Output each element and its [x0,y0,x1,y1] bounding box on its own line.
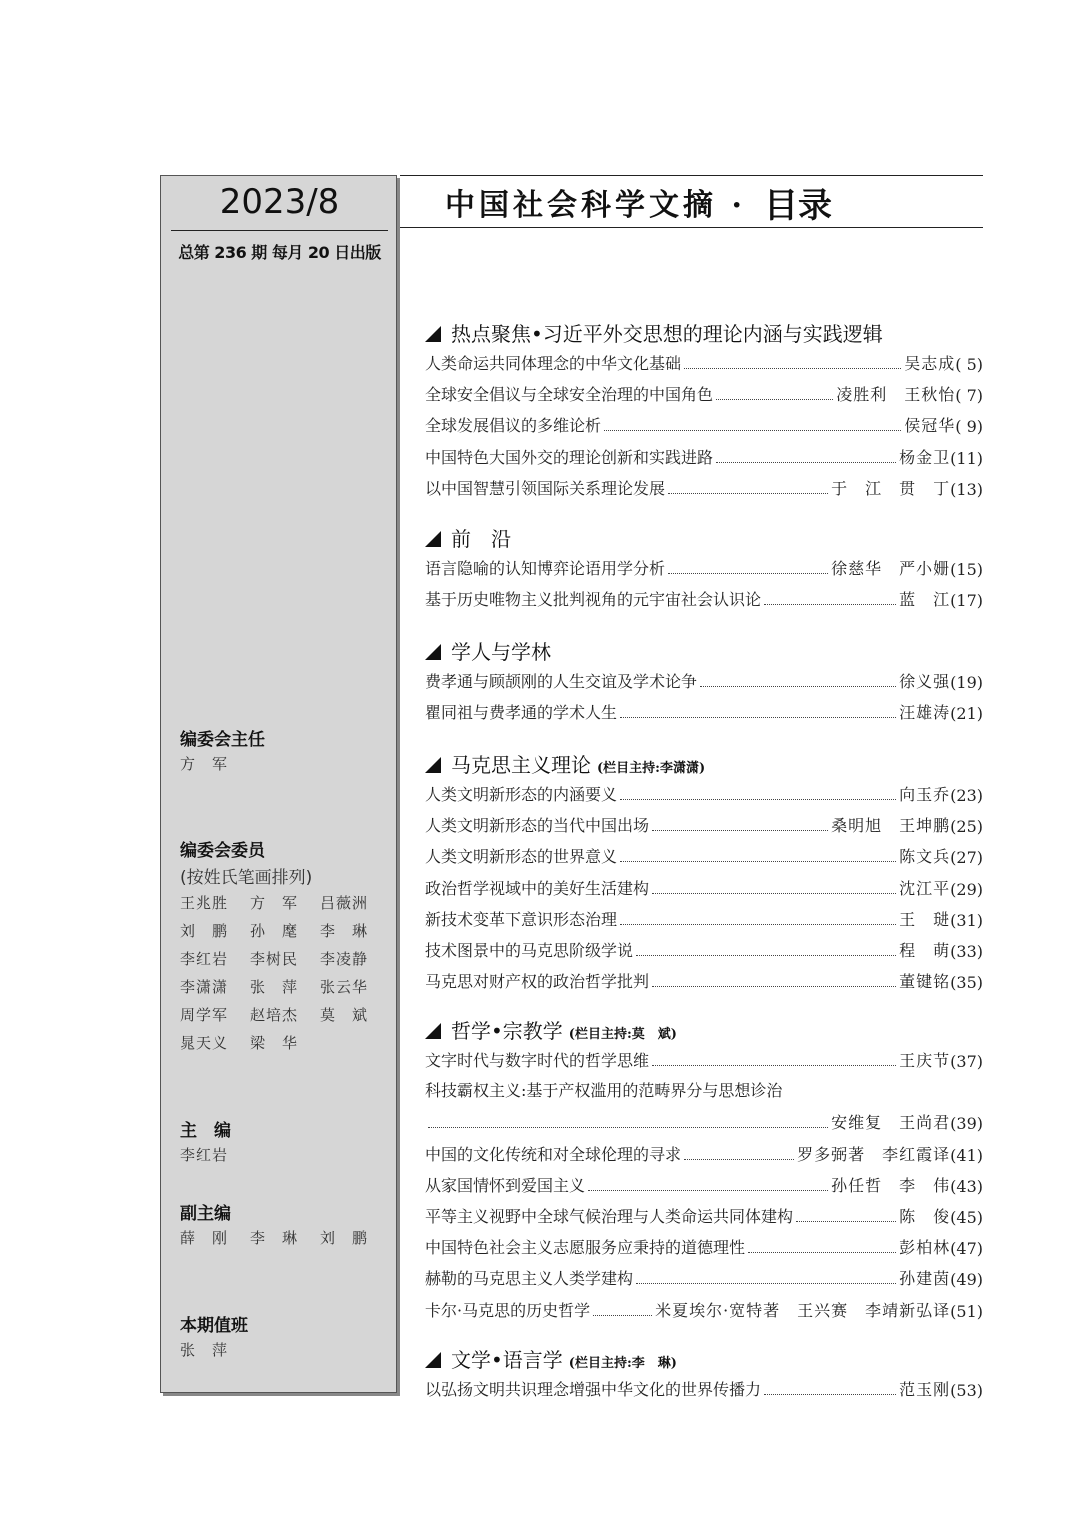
section-title [425,1015,677,1044]
member-name: 赵培杰 [250,1005,299,1024]
toc-entry [425,586,983,610]
article-authors: 吴志成 [904,354,956,373]
toc-entry [425,1376,983,1400]
dot-leader [636,1283,896,1284]
toc-entry [425,843,983,867]
toc-entry [425,1203,983,1227]
article-title: 以弘扬文明共识理念增强中华文化的世界传播力 [425,1380,762,1399]
page-number: (19) [950,673,983,692]
dot-leader [668,493,828,494]
editor-value: 李红岩 [180,1145,229,1164]
dot-leader [796,1221,896,1222]
dot-leader [652,893,896,894]
section-title-text: 学人与学林 [451,640,551,664]
toc-entry [425,668,983,692]
article-authors: 董键铭 [899,972,951,992]
section-title [425,318,883,347]
page-number: (23) [950,786,983,805]
deputy-name: 刘 鹏 [320,1228,369,1247]
contents-heading: 目录 [764,186,832,226]
issue-divider [171,230,388,231]
page-number: (49) [950,1270,983,1290]
journal-title: 中国社会科学文摘 · [445,188,746,223]
duty-value: 张 萍 [180,1340,229,1359]
page-number: (31) [950,910,983,930]
dot-leader [620,924,896,925]
page-number: (39) [950,1114,983,1134]
member-name: 孙 麾 [250,921,299,940]
members-label: 编委会委员 [180,841,265,861]
member-name: 晁天义 [180,1033,229,1052]
article-authors: 范玉刚 [899,1380,951,1399]
member-name: 李凌静 [320,949,369,968]
page-number: (35) [950,973,983,993]
page-number: (15) [950,560,983,579]
article-authors: 王庆节 [899,1051,951,1070]
toc-entry [425,412,983,436]
chair-value: 方 军 [180,754,229,773]
toc-entry [425,381,983,405]
article-authors: 汪雄涛 [899,703,951,723]
article-authors: 程 萌 [899,941,951,960]
member-name: 方 军 [250,893,299,912]
section-title-text: 马克思主义理论 [451,753,591,777]
article-authors: 杨金卫 [899,447,951,467]
article-title: 新技术变革下意识形态治理 [425,909,618,929]
page-number: (11) [950,448,983,468]
dot-leader [620,799,896,800]
article-title: 中国特色社会主义志愿服务应秉持的道德理性 [425,1238,746,1258]
member-row [180,888,390,916]
article-authors: 向玉乔 [899,785,951,804]
section-title-text: 文学•语言学 [451,1348,563,1372]
article-title: 基于历史唯物主义批判视角的元宇宙社会认识论 [425,590,762,610]
editor-label: 主 编 [180,1121,231,1141]
toc-entry [425,1141,983,1165]
page-number: (43) [950,1176,983,1196]
section-title [425,749,705,778]
dot-leader [684,368,901,369]
dot-leader [604,430,901,431]
deputy-name: 薛 刚 [180,1228,229,1247]
deputy-name: 李 琳 [250,1228,299,1247]
editorial-sidebar [160,175,397,1393]
member-row [180,1000,390,1028]
member-row [180,972,390,1000]
toc-entry [425,1047,983,1071]
chair-name [180,749,390,777]
toc-entry [425,1109,983,1133]
dot-leader [428,1127,828,1128]
toc-entry [425,444,983,468]
member-name: 莫 斌 [320,1005,369,1024]
article-authors: 蓝 江 [899,590,951,610]
page-number: (53) [950,1381,983,1400]
dot-leader [636,955,896,956]
article-title: 中国特色大国外交的理论创新和实践进路 [425,447,714,467]
article-title: 全球安全倡议与全球安全治理的中国角色 [425,385,714,405]
toc-entry [425,1297,983,1321]
triangle-icon [425,326,441,342]
toc-entry [425,906,983,930]
article-title: 中国的文化传统和对全球伦理的寻求 [425,1144,682,1164]
dot-leader [700,686,896,687]
dot-leader [620,861,896,862]
article-title: 卡尔·马克思的历史哲学 [425,1300,591,1320]
article-authors: 徐义强 [899,672,951,691]
article-title: 政治哲学视域中的美好生活建构 [425,878,650,898]
article-authors: 王 琎 [899,909,951,929]
article-authors: 米夏埃尔·宽特著 王兴赛 李靖新弘译 [655,1300,951,1320]
member-name: 刘 鹏 [180,921,229,940]
dot-leader [764,1394,896,1395]
dot-leader [593,1315,652,1316]
toc-entry [425,875,983,899]
member-name: 李树民 [250,949,299,968]
dot-leader [716,399,833,400]
article-title: 平等主义视野中全球气候治理与人类命运共同体建构 [425,1207,794,1226]
page-number: (21) [950,704,983,724]
article-title: 马克思对财产权的政治哲学批判 [425,972,650,992]
article-title: 技术图景中的马克思阶级学说 [425,941,634,960]
article-authors: 沈江平 [899,878,951,898]
section-host: (栏目主持:李 琳) [568,1356,677,1371]
members-list [180,888,390,1056]
toc-entry [425,968,983,992]
dot-leader [588,1190,828,1191]
dot-leader [764,604,896,605]
page-number: (45) [950,1208,983,1227]
page-number: (37) [950,1052,983,1071]
triangle-icon [425,757,441,773]
section-title [425,523,511,552]
duty-name [180,1335,390,1363]
member-name: 张云华 [320,977,369,996]
dot-leader [684,1159,794,1160]
article-authors: 彭柏林 [899,1238,951,1258]
toc-entry [425,699,983,723]
dot-leader [620,717,896,718]
article-title: 人类文明新形态的当代中国出场 [425,816,650,836]
toc-entry [425,812,983,836]
dot-leader [652,986,896,987]
issue-number: 2023/8 [219,182,340,222]
member-row [180,916,390,944]
article-authors: 罗多弼著 李红霞译 [797,1144,951,1164]
page-number: (33) [950,942,983,961]
member-name: 梁 华 [250,1033,299,1052]
article-title: 从家国情怀到爱国主义 [425,1175,586,1195]
toc-entry [425,1265,983,1289]
triangle-icon [425,644,441,660]
article-title: 人类命运共同体理念的中华文化基础 [425,354,682,373]
article-authors: 徐慈华 严小姗 [831,559,951,578]
toc-entry [425,1172,983,1196]
section-title-text: 哲学•宗教学 [451,1019,563,1043]
toc-entry [425,937,983,961]
toc-entry [425,475,983,499]
toc-entry [425,555,983,579]
member-name: 周学军 [180,1005,229,1024]
article-title: 费孝通与顾颉刚的人生交谊及学术论争 [425,672,698,691]
page-number: (25) [950,817,983,837]
article-title: 文字时代与数字时代的哲学思维 [425,1051,650,1070]
page-number: (29) [950,879,983,899]
page-number: ( 5) [955,355,983,374]
article-authors: 桑明旭 王坤鹏 [831,816,951,836]
header-rule-top [400,175,983,176]
section-title [425,1344,677,1373]
member-row [180,1028,390,1056]
member-row [180,944,390,972]
article-authors: 安维复 王尚君 [831,1113,951,1133]
section-host: (栏目主持:莫 斌) [568,1027,677,1042]
chair-label: 编委会主任 [180,730,265,750]
triangle-icon [425,1352,441,1368]
member-name: 李 琳 [320,921,369,940]
member-name: 张 萍 [250,977,299,996]
article-title: 以中国智慧引领国际关系理论发展 [425,478,666,498]
section-title [425,636,551,665]
members-note: (按姓氏笔画排列) [180,868,313,888]
article-authors: 孙建茵 [899,1269,951,1289]
page-number: (17) [950,591,983,611]
member-name: 王兆胜 [180,893,229,912]
article-authors: 孙任哲 李 伟 [831,1175,951,1195]
article-authors: 侯冠华 [904,416,956,436]
toc-entry [425,350,983,374]
toc-entry [425,781,983,805]
page-number: (47) [950,1239,983,1259]
article-authors: 于 江 贯 丁 [831,478,951,498]
dot-leader [652,1065,896,1066]
page-number: (27) [950,848,983,868]
editor-name [180,1140,390,1168]
dot-leader [748,1252,896,1253]
dot-leader [716,462,896,463]
deputy-label: 副主编 [180,1204,231,1224]
section-host: (栏目主持:李潇潇) [597,761,706,776]
article-authors: 凌胜利 王秋怡 [836,385,956,405]
article-title: 全球发展倡议的多维论析 [425,416,602,436]
member-name: 李潇潇 [180,977,229,996]
section-title-text: 热点聚焦•习近平外交思想的理论内涵与实践逻辑 [451,322,883,346]
triangle-icon [425,1023,441,1039]
toc-entry [425,1234,983,1258]
page-number: (51) [950,1301,983,1321]
article-title: 人类文明新形态的世界意义 [425,847,618,867]
page-number: ( 7) [955,386,983,406]
article-authors: 陈 俊 [899,1207,951,1226]
issue-info: 总第 236 期 每月 20 日出版 [178,243,381,262]
page-number: (13) [950,479,983,499]
deputy-list [180,1223,390,1251]
page-number: (41) [950,1145,983,1165]
triangle-icon [425,531,441,547]
article-title: 科技霸权主义:基于产权滥用的范畴界分与思想诊治 [425,1081,783,1101]
dot-leader [652,830,828,831]
section-title-text: 前 沿 [451,527,511,551]
article-title: 瞿同祖与费孝通的学术人生 [425,703,618,723]
header-rule-bottom [400,227,983,228]
duty-label: 本期值班 [180,1316,248,1336]
article-title: 人类文明新形态的内涵要义 [425,785,618,804]
member-name: 吕薇洲 [320,893,369,912]
dot-leader [668,573,828,574]
article-title: 赫勒的马克思主义人类学建构 [425,1269,634,1289]
member-name: 李红岩 [180,949,229,968]
article-authors: 陈文兵 [899,847,951,867]
page-number: ( 9) [955,417,983,437]
article-title: 语言隐喻的认知博弈论语用学分析 [425,559,666,578]
